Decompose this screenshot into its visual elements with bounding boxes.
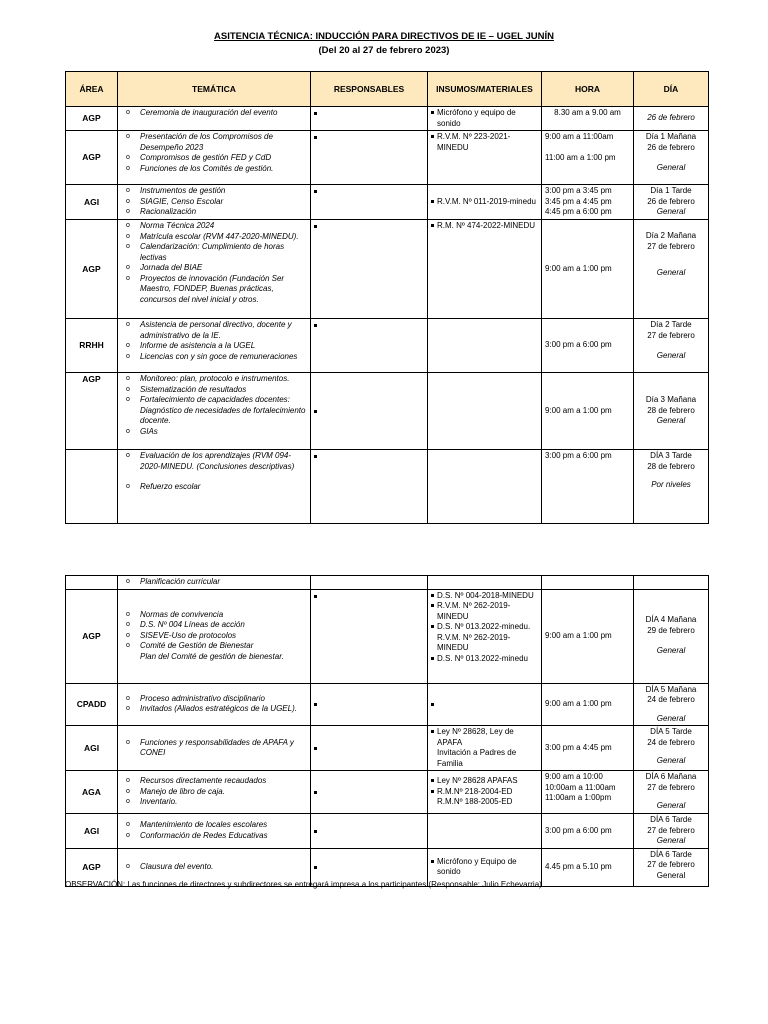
- area-cell: AGP: [66, 848, 118, 886]
- topic-item: o Conformación de Redes Educativas: [121, 831, 307, 842]
- dia-line: 28 de febrero: [647, 405, 695, 415]
- dia-cell: [634, 771, 709, 814]
- hora-cell: 8.30 am a 9.00 am: [542, 107, 634, 131]
- material-item: Micrófono y equipo de sonido: [431, 108, 538, 129]
- insumos-cell: [428, 319, 542, 373]
- topic-item: o Fortalecimiento de capacidades docentes: Diagnóstico de necesidades de fortalecimiento docente.: [121, 395, 307, 427]
- hora-cell: 9:00 am a 1:00 pm: [542, 589, 634, 683]
- tematica-cell: [118, 185, 311, 220]
- insumos-cell: [428, 107, 542, 131]
- hora-line: 3:00 pm a 3:45 pm: [545, 186, 612, 195]
- responsables-cell: [311, 319, 428, 373]
- dia-line: Día 3 Mañana: [645, 395, 697, 405]
- hora-cell: 3:00 pm a 6:00 pm: [542, 450, 634, 524]
- material-item: Ley Nº 28628, Ley de APAFA: [431, 727, 538, 748]
- topic-item: o Instrumentos de gestión: [121, 186, 307, 197]
- bullet-marker: [314, 703, 317, 706]
- tematica-cell: [118, 131, 311, 185]
- dia-line: 26 de febrero: [647, 196, 695, 206]
- responsables-cell: [311, 220, 428, 319]
- responsables-cell: [311, 107, 428, 131]
- hora-cell: [542, 576, 634, 590]
- header-hora: HORA: [542, 72, 634, 107]
- topic-item: o D.S. Nº 004 Líneas de acción: [121, 620, 307, 631]
- topic-item: o Asistencia de personal directivo, docente y administrativo de la IE.: [121, 320, 307, 341]
- material-item: D.S. Nº 013.2022-minedu: [431, 654, 538, 665]
- responsables-cell: [311, 771, 428, 814]
- bullet-marker: [314, 747, 317, 750]
- material-item: Ley Nº 28628 APAFAS: [431, 776, 538, 787]
- area-cell: AGI: [66, 814, 118, 849]
- dia-line: 26 de febrero: [647, 142, 695, 152]
- topic-item: o Compromisos de gestión FED y CdD: [121, 153, 307, 164]
- topic-item: o Recursos directamente recaudados: [121, 776, 307, 787]
- table-row: [66, 589, 709, 683]
- hora-cell: 3:00 pm a 6:00 pm: [542, 319, 634, 373]
- responsables-cell: [311, 576, 428, 590]
- topic-item: o Funciones de los Comités de gestión.: [121, 164, 307, 175]
- topic-item: o Inventario.: [121, 797, 307, 808]
- tematica-cell: [118, 450, 311, 524]
- insumos-cell: [428, 373, 542, 450]
- topic-item: o Mantenimiento de locales escolares: [121, 820, 307, 831]
- dia-line: General: [656, 801, 686, 810]
- dia-cell: [634, 814, 709, 849]
- table-row: [66, 726, 709, 771]
- table-row: [66, 683, 709, 726]
- area-cell: AGA: [66, 771, 118, 814]
- topic-item: o Racionalización: [121, 207, 307, 218]
- insumos-cell: [428, 814, 542, 849]
- tematica-cell: [118, 589, 311, 683]
- dia-line: 24 de febrero: [647, 737, 695, 747]
- area-cell: AGI: [66, 185, 118, 220]
- dia-cell: [634, 450, 709, 524]
- dia-line: 27 de febrero: [647, 860, 695, 869]
- dia-line: 26 de febrero: [647, 113, 695, 123]
- topic-item: o GIAs: [121, 427, 307, 438]
- topic-item: o Evaluación de los aprendizajes (RVM 094-2020-MINEDU. (Conclusiones descriptivas): [121, 451, 307, 472]
- dia-line: DÍA 6 Tarde: [650, 815, 692, 824]
- topic-item: o Calendarización: Cumplimiento de horas lectivas: [121, 242, 307, 263]
- area-cell: AGP: [66, 107, 118, 131]
- bullet-marker: [314, 410, 317, 413]
- area-cell: [66, 576, 118, 590]
- tematica-cell: [118, 373, 311, 450]
- table-row: [66, 814, 709, 849]
- bullet-marker: [314, 791, 317, 794]
- header-tematica: TEMÁTICA: [118, 72, 311, 107]
- table-row: [66, 131, 709, 185]
- area-cell: AGI: [66, 726, 118, 771]
- dia-line: General: [656, 416, 686, 426]
- hora-cell: 3:00 pm a 4:45 pm: [542, 726, 634, 771]
- table-row: [66, 771, 709, 814]
- insumos-cell: [428, 450, 542, 524]
- hora-line: 11:00 am a 1:00 pm: [545, 152, 616, 162]
- hora-cell: [542, 185, 634, 220]
- topic-item: o Clausura del evento.: [121, 862, 307, 873]
- table-row: [66, 576, 709, 590]
- material-item: D.S. Nº 013.2022-minedu. R.V.M. Nº 262-2019-MINEDU: [431, 622, 538, 654]
- tematica-cell: [118, 107, 311, 131]
- dia-cell: [634, 220, 709, 319]
- dia-cell: [634, 131, 709, 185]
- material-extra: R.M.Nº 188-2005-ED: [437, 797, 513, 807]
- dia-line: 27 de febrero: [647, 241, 695, 251]
- table-row: [66, 450, 709, 524]
- responsables-cell: [311, 726, 428, 771]
- table-row: [66, 373, 709, 450]
- topic-item: o Jornada del BIAE: [121, 263, 307, 274]
- topic-item: o Presentación de los Compromisos de Desempeño 2023: [121, 132, 307, 153]
- dia-line: Día 1 Mañana: [645, 132, 697, 141]
- table-row: [66, 185, 709, 220]
- dia-cell: [634, 107, 709, 131]
- dia-line: General: [656, 870, 686, 880]
- dia-line: DÍA 6 Tarde: [650, 849, 692, 859]
- insumos-cell: [428, 220, 542, 319]
- tematica-cell: [118, 683, 311, 726]
- bullet-marker: [314, 830, 317, 833]
- tematica-cell: [118, 771, 311, 814]
- bullet-marker: [314, 866, 317, 869]
- bullet-marker: [314, 324, 317, 327]
- dia-line: 27 de febrero: [647, 782, 695, 792]
- insumos-cell: [428, 726, 542, 771]
- hora-line: 10:00am a 11:00am: [545, 782, 616, 792]
- schedule-table-2: [65, 575, 709, 887]
- topic-item: o Comité de Gestión de Bienestar: [121, 641, 307, 652]
- dia-cell: [634, 683, 709, 726]
- material-item: R.V.M. Nº 223-2021-MINEDU: [431, 132, 538, 153]
- responsables-cell: [311, 131, 428, 185]
- dia-line: Por niveles: [651, 480, 691, 489]
- hora-line: 9:00 am a 11:00am: [545, 132, 614, 141]
- topic-item: o Funciones y responsabilidades de APAFA y CONEI: [121, 738, 307, 759]
- insumos-cell: [428, 131, 542, 185]
- table-row: [66, 220, 709, 319]
- topic-item: o Ceremonia de inauguración del evento: [121, 108, 307, 119]
- dia-line: 24 de febrero: [647, 695, 695, 704]
- topic-item: o SISEVE-Uso de protocolos: [121, 631, 307, 642]
- responsables-cell: [311, 450, 428, 524]
- dia-cell: [634, 185, 709, 220]
- material-item: Micrófono y Equipo de sonido: [431, 857, 538, 878]
- topic-extra: Plan del Comité de gestión de bienestar.: [140, 651, 284, 661]
- header-responsables: RESPONSABLES: [311, 72, 428, 107]
- hora-cell: [542, 131, 634, 185]
- bullet-marker: [314, 190, 317, 193]
- document-title: ASITENCIA TÉCNICA: INDUCCIÓN PARA DIRECTIVOS DE IE – UGEL JUNÍN: [214, 31, 554, 42]
- dia-line: General: [656, 351, 686, 360]
- dia-line: Día 2 Mañana: [645, 231, 697, 240]
- table-row: [66, 107, 709, 131]
- tematica-cell: [118, 814, 311, 849]
- area-cell: AGP: [66, 589, 118, 683]
- bullet-marker: [314, 112, 317, 115]
- area-cell: AGP: [66, 131, 118, 185]
- topic-item: o Proyectos de innovación (Fundación Ser Maestro, FONDEP, Buenas prácticas, concursos del nivel inicial y otros.: [121, 274, 307, 306]
- responsables-cell: [311, 589, 428, 683]
- header-area: ÁREA: [66, 72, 118, 107]
- hora-line: 3:45 pm a 4:45 pm: [545, 196, 612, 206]
- document-subtitle: (Del 20 al 27 de febrero 2023): [318, 45, 450, 56]
- material-item: R.M. Nº 474-2022-MINEDU: [431, 221, 538, 232]
- tematica-cell: [118, 576, 311, 590]
- dia-cell: [634, 848, 709, 886]
- area-cell: RRHH: [66, 319, 118, 373]
- dia-line: Día 1 Tarde: [650, 186, 692, 195]
- dia-cell: [634, 576, 709, 590]
- dia-cell: [634, 319, 709, 373]
- table-header-row: [66, 72, 709, 107]
- material-item: R.M.Nº 218-2004-ED: [431, 787, 538, 798]
- hora-cell: [542, 771, 634, 814]
- area-cell: CPADD: [66, 683, 118, 726]
- topic-item: o Sistematización de resultados: [121, 385, 307, 396]
- topic-item: o Normas de convivencia: [121, 610, 307, 621]
- insumos-cell: [428, 771, 542, 814]
- dia-line: General: [656, 836, 686, 845]
- responsables-cell: [311, 185, 428, 220]
- dia-line: General: [656, 207, 686, 216]
- dia-line: General: [656, 268, 686, 277]
- dia-line: General: [656, 646, 686, 656]
- area-cell: AGP: [66, 220, 118, 319]
- hora-line: 11:00am a 1:00pm: [545, 793, 612, 802]
- topic-item: o Licencias con y sin goce de remuneraciones: [121, 352, 307, 363]
- topic-item: o Manejo de libro de caja.: [121, 787, 307, 798]
- schedule-table-1: [65, 71, 709, 524]
- hora-cell: 3:00 pm a 6:00 pm: [542, 814, 634, 849]
- dia-cell: [634, 373, 709, 450]
- material-extra: Invitación a Padres de Familia: [437, 748, 517, 768]
- dia-line: 27 de febrero: [647, 330, 695, 340]
- topic-item: o Monitoreo: plan, protocolo e instrumentos.: [121, 374, 307, 385]
- responsables-cell: [311, 683, 428, 726]
- dia-line: General: [656, 713, 686, 723]
- dia-line: Día 2 Tarde: [650, 320, 692, 329]
- topic-item: o Matrícula escolar (RVM 447-2020-MINEDU).: [121, 232, 307, 243]
- header-dia: DÍA: [634, 72, 709, 107]
- topic-item: o SIAGIE, Censo Escolar: [121, 197, 307, 208]
- dia-cell: [634, 589, 709, 683]
- responsables-cell: [311, 373, 428, 450]
- dia-line: 28 de febrero: [647, 461, 695, 471]
- insumos-cell: [428, 185, 542, 220]
- topic-item: o Refuerzo escolar: [121, 482, 307, 493]
- topic-item: o Informe de asistencia a la UGEL: [121, 341, 307, 352]
- topic-item: o Invitados (Aliados estratégicos de la UGEL).: [121, 704, 307, 715]
- dia-line: General: [656, 756, 686, 765]
- dia-cell: [634, 726, 709, 771]
- dia-line: DÍA 5 Tarde: [650, 727, 692, 736]
- material-item: D.S. Nº 004-2018-MINEDU: [431, 591, 538, 602]
- tematica-cell: [118, 319, 311, 373]
- hora-cell: 9:00 am a 1:00 pm: [542, 220, 634, 319]
- hora-cell: 9:00 am a 1:00 pm: [542, 683, 634, 726]
- tematica-cell: [118, 220, 311, 319]
- bullet-marker: [431, 703, 434, 706]
- tematica-cell: [118, 726, 311, 771]
- bullet-marker: [314, 136, 317, 139]
- table-row: [66, 319, 709, 373]
- dia-line: DÍA 4 Mañana: [645, 615, 697, 625]
- material-item: R.V.M. Nº 262-2019-MINEDU: [431, 601, 538, 622]
- topic-item: o Norma Técnica 2024: [121, 221, 307, 232]
- dia-line: General: [656, 163, 686, 172]
- dia-line: 27 de febrero: [647, 825, 695, 835]
- observation-note: OBSERVACIÓN: Las funciones de directores y subdirectores se entregará impresa a los participantes (Responsable: Julio Echevarria).: [65, 880, 545, 889]
- material-item: R.V.M. Nº 011-2019-minedu: [431, 197, 538, 208]
- dia-line: DÍA 6 Mañana: [645, 772, 697, 781]
- area-cell: AGP: [66, 373, 118, 450]
- area-cell: [66, 450, 118, 524]
- insumos-cell: [428, 576, 542, 590]
- hora-line: 4:45 pm a 6:00 pm: [545, 207, 612, 216]
- bullet-marker: [314, 225, 317, 228]
- bullet-marker: [314, 455, 317, 458]
- insumos-cell: [428, 589, 542, 683]
- topic-item: o Proceso administrativo disciplinario: [121, 694, 307, 705]
- dia-line: DÍA 5 Mañana: [645, 684, 697, 694]
- hora-cell: 9:00 am a 1:00 pm: [542, 373, 634, 450]
- dia-line: 29 de febrero: [647, 625, 695, 635]
- header-insumos: INSUMOS/MATERIALES: [428, 72, 542, 107]
- hora-cell: 4.45 pm a 5.10 pm: [542, 848, 634, 886]
- bullet-marker: [314, 595, 317, 598]
- hora-line: 9:00 am a 10:00: [545, 772, 603, 781]
- insumos-cell: [428, 683, 542, 726]
- topic-item: o Planificación curricular: [121, 577, 307, 588]
- responsables-cell: [311, 814, 428, 849]
- dia-line: DÍA 3 Tarde: [650, 451, 692, 460]
